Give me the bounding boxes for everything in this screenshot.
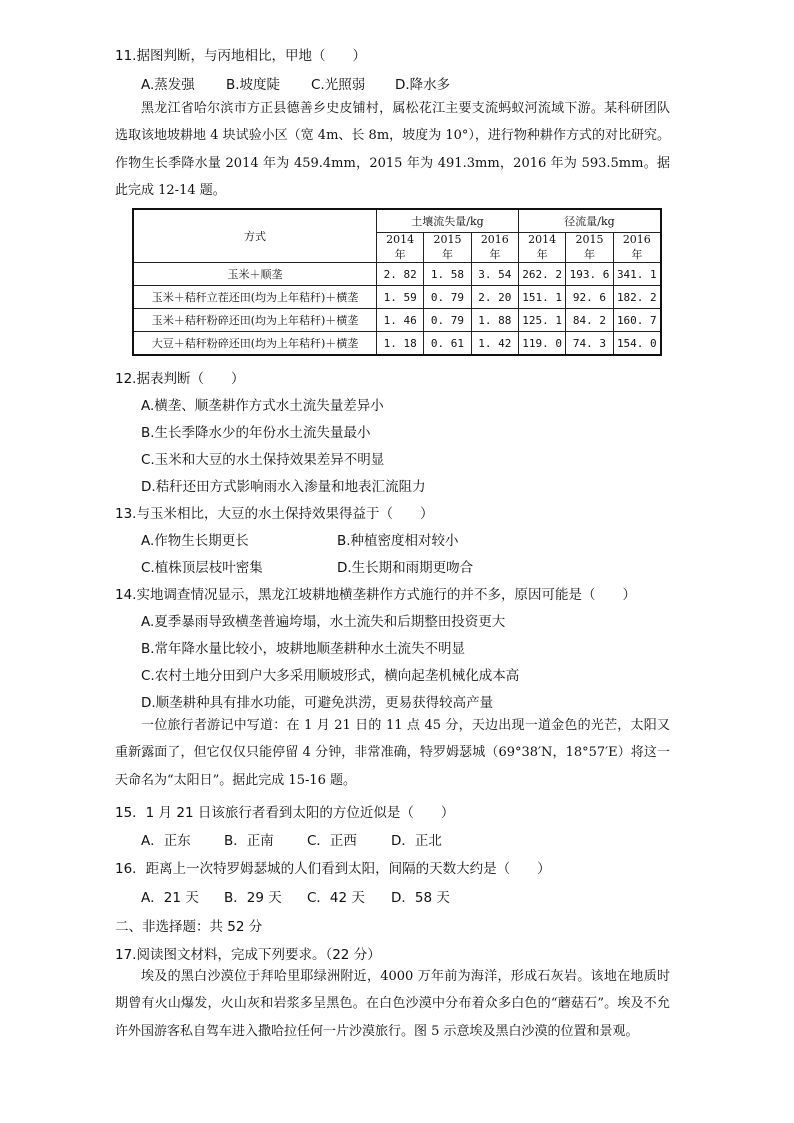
table-cell: 74. 3	[566, 332, 613, 356]
table-cell: 3. 54	[471, 263, 518, 286]
q15-option-a: A．正东	[141, 833, 191, 849]
passage-egypt-desert	[115, 963, 670, 1045]
table-row	[133, 263, 661, 286]
table-year: 2014 年	[377, 233, 424, 263]
passage-2-text: 一位旅行者游记中写道：在 1 月 21 日的 11 点 45 分，天边出现一道金色的光芒，太阳又重新露面了，但它仅仅只能停留 4 分钟，非常准确，特罗姆瑟城（69°38′N，18°57′E）将这一天命名为“太阳日”。据此完成 15-16 题。	[115, 718, 670, 788]
table-cell: 262. 2	[518, 263, 565, 286]
table-cell: 2. 82	[377, 263, 424, 286]
table-cell: 0. 79	[424, 309, 471, 332]
table-cell: 182. 2	[613, 286, 661, 309]
q15-option-b: B．正南	[224, 833, 274, 849]
q11-stem: 11.据图判断，与丙地相比，甲地（ ）	[115, 48, 366, 64]
q12-option-a: A.横垄、顺垄耕作方式水土流失量差异小	[141, 398, 384, 414]
q14-option-b: B.常年降水量比较小，坡耕地顺垄耕种水土流失不明显	[141, 641, 466, 657]
q13-option-a: A.作物生长期更长	[141, 533, 249, 549]
q15-stem: 15．1 月 21 日该旅行者看到太阳的方位近似是（ ）	[115, 805, 455, 821]
table-year: 2016 年	[613, 233, 661, 263]
table-cell-method: 玉米＋秸秆立茬还田(均为上年秸秆)＋横垄	[133, 286, 377, 309]
q11-option-a: A.蒸发强	[141, 77, 195, 93]
table-cell: 193. 6	[566, 263, 613, 286]
q14-stem: 14.实地调查情况显示，黑龙江坡耕地横垄耕作方式施行的并不多，原因可能是（ ）	[115, 587, 636, 603]
q15-option-c: C．正西	[307, 833, 357, 849]
table-cell: 84. 2	[566, 309, 613, 332]
table-header-runoff: 径流量/kg	[518, 209, 661, 233]
table-cell: 92. 6	[566, 286, 613, 309]
section-heading: 二、非选择题：共 52 分	[115, 919, 263, 935]
table-cell: 341. 1	[613, 263, 661, 286]
table-row	[133, 286, 661, 309]
table-cell-method: 玉米＋秸秆粉碎还田(均为上年秸秆)＋横垄	[133, 309, 377, 332]
table-cell-method: 玉米＋顺垄	[133, 263, 377, 286]
q12-option-b: B.生长季降水少的年份水土流失量最小	[141, 425, 371, 441]
erosion-table	[132, 208, 662, 356]
table-cell: 1. 18	[377, 332, 424, 356]
table-year: 2014 年	[518, 233, 565, 263]
q16-option-a: A．21 天	[141, 890, 199, 906]
q11-option-b: B.坡度陡	[226, 77, 281, 93]
table-cell: 125. 1	[518, 309, 565, 332]
q13-option-d: D.生长期和雨期更吻合	[337, 560, 474, 576]
q16-option-d: D．58 天	[391, 890, 450, 906]
table-year: 2015 年	[424, 233, 471, 263]
passage-tromso	[115, 712, 670, 794]
table-cell: 1. 88	[471, 309, 518, 332]
table-cell: 1. 58	[424, 263, 471, 286]
q13-option-c: C.植株顶层枝叶密集	[141, 560, 263, 576]
table-row	[133, 332, 661, 356]
q14-option-a: A.夏季暴雨导致横垄普遍垮塌，水土流失和后期整田投资更大	[141, 614, 506, 630]
q11-option-d: D.降水多	[395, 77, 451, 93]
q17-passage-text: 埃及的黑白沙漠位于拜哈里耶绿洲附近，4000 万年前为海洋，形成石灰岩。该地在地质时期曾有火山爆发，火山灰和岩浆多呈黑色。在白色沙漠中分布着众多白色的“蘑菇石”。埃及不允许外国游客私自驾车进入撒哈拉任何一片沙漠旅行。图 5 示意埃及黑白沙漠的位置和景观。	[115, 969, 670, 1039]
q12-option-d: D.秸秆还田方式影响雨水入渗量和地表汇流阻力	[141, 479, 426, 495]
q16-option-b: B．29 天	[224, 890, 282, 906]
table-row	[133, 309, 661, 332]
table-cell-method: 大豆＋秸秆粉碎还田(均为上年秸秆)＋横垄	[133, 332, 377, 356]
q14-option-c: C.农村土地分田到户大多采用顺坡形式，横向起垄机械化成本高	[141, 668, 520, 684]
q16-option-c: C．42 天	[307, 890, 365, 906]
table-year: 2015 年	[566, 233, 613, 263]
table-cell: 160. 7	[613, 309, 661, 332]
table-cell: 119. 0	[518, 332, 565, 356]
q11-option-c: C.光照弱	[311, 77, 366, 93]
table-header-soil-loss: 土壤流失量/kg	[377, 209, 519, 233]
q14-option-d: D.顺垄耕种具有排水功能，可避免洪涝，更易获得较高产量	[141, 695, 494, 711]
table-cell: 0. 79	[424, 286, 471, 309]
table-year: 2016 年	[471, 233, 518, 263]
table-cell: 2. 20	[471, 286, 518, 309]
table-cell: 1. 59	[377, 286, 424, 309]
table-cell: 1. 46	[377, 309, 424, 332]
passage-soil-erosion	[115, 95, 670, 204]
passage-1-text: 黑龙江省哈尔滨市方正县德善乡史皮铺村，属松花江主要支流蚂蚁河流域下游。某科研团队选取该地坡耕地 4 块试验小区（宽 4m、长 8m，坡度为 10°），进行物种耕作方式的对比研究。作物生长季降水量 2014 年为 459.4mm，2015 年为 491.3mm，2016 年为 593.5mm。据此完成 12-14 题。	[115, 101, 670, 198]
table-cell: 154. 0	[613, 332, 661, 356]
q12-stem: 12.据表判断（ ）	[115, 371, 245, 387]
table-cell: 151. 1	[518, 286, 565, 309]
q16-stem: 16．距离上一次特罗姆瑟城的人们看到太阳，间隔的天数大约是（ ）	[115, 861, 551, 877]
q12-option-c: C.玉米和大豆的水土保持效果差异不明显	[141, 452, 385, 468]
q15-option-d: D．正北	[391, 833, 442, 849]
table-header-method: 方式	[133, 209, 377, 263]
q13-stem: 13.与玉米相比，大豆的水土保持效果得益于（ ）	[115, 506, 434, 522]
q17-stem: 17.阅读图文材料，完成下列要求。（22 分）	[115, 947, 381, 963]
table-cell: 1. 42	[471, 332, 518, 356]
q13-option-b: B.种植密度相对较小	[337, 533, 459, 549]
table-cell: 0. 61	[424, 332, 471, 356]
